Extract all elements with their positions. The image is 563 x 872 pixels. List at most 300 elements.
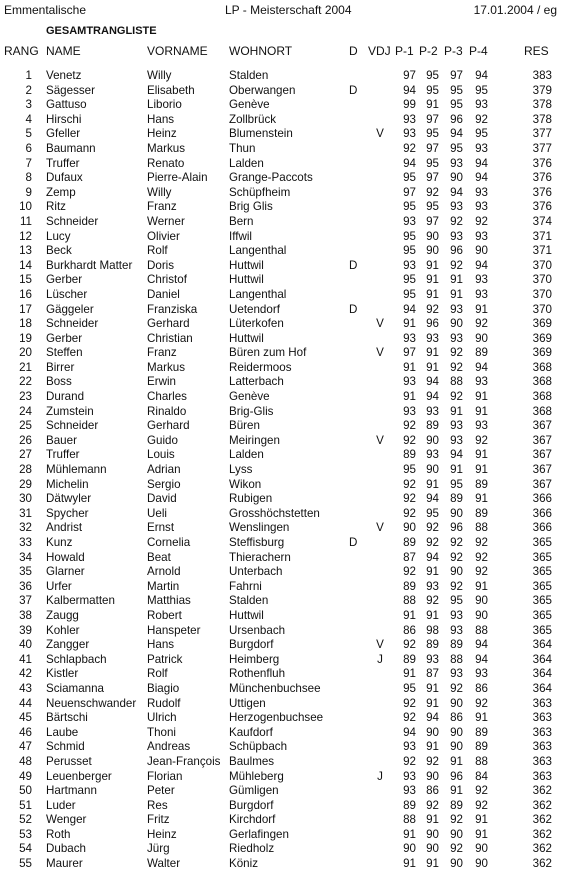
cell-p2: 95 xyxy=(426,506,439,520)
table-row xyxy=(0,375,563,390)
cell-p1: 93 xyxy=(403,375,416,389)
col-header-p1: P-1 xyxy=(395,44,414,58)
cell-p2: 96 xyxy=(426,317,439,331)
cell-rang: 52 xyxy=(19,813,32,827)
cell-p4: 93 xyxy=(475,287,488,301)
cell-p2: 91 xyxy=(426,258,439,272)
cell-rang: 4 xyxy=(25,112,32,126)
cell-p3: 93 xyxy=(450,667,463,681)
cell-rang: 1 xyxy=(25,69,32,82)
cell-p2: 98 xyxy=(426,623,439,637)
cell-name: Schmid xyxy=(46,740,85,754)
cell-d: D xyxy=(349,258,358,272)
cell-name: Zemp xyxy=(46,185,76,199)
cell-name: Kistler xyxy=(46,667,79,681)
table-row xyxy=(0,84,563,99)
cell-res: 371 xyxy=(532,244,552,258)
cell-p3: 92 xyxy=(450,550,463,564)
cell-name: Truffer xyxy=(46,156,80,170)
cell-rang: 31 xyxy=(19,506,32,520)
cell-rang: 26 xyxy=(19,433,32,447)
cell-rang: 44 xyxy=(19,696,32,710)
cell-wohnort: Reidermoos xyxy=(229,360,292,374)
cell-p1: 89 xyxy=(403,652,416,666)
cell-p4: 84 xyxy=(475,769,488,783)
cell-p3: 90 xyxy=(450,317,463,331)
cell-d: D xyxy=(349,302,358,316)
cell-p4: 94 xyxy=(475,360,488,374)
cell-wohnort: Gerlafingen xyxy=(229,827,289,841)
cell-p4: 90 xyxy=(475,594,488,608)
header-left-title: Emmentalische xyxy=(4,3,87,17)
cell-res: 365 xyxy=(532,565,552,579)
cell-p3: 94 xyxy=(450,127,463,141)
cell-p2: 91 xyxy=(426,565,439,579)
cell-rang: 30 xyxy=(19,492,32,506)
cell-rang: 27 xyxy=(19,448,32,462)
cell-vorname: Jean-François xyxy=(147,754,221,768)
cell-p2: 91 xyxy=(426,857,439,871)
cell-p1: 91 xyxy=(403,667,416,681)
cell-vorname: Willy xyxy=(147,69,172,82)
column-header-row xyxy=(0,44,563,60)
cell-p4: 92 xyxy=(475,696,488,710)
cell-res: 369 xyxy=(532,317,552,331)
table-row xyxy=(0,609,563,624)
cell-wohnort: Uetendorf xyxy=(229,302,280,316)
cell-p2: 90 xyxy=(426,433,439,447)
cell-p4: 95 xyxy=(475,83,488,97)
table-row xyxy=(0,259,563,274)
cell-p2: 90 xyxy=(426,244,439,258)
cell-name: Gerber xyxy=(46,331,83,345)
cell-res: 368 xyxy=(532,360,552,374)
cell-p2: 91 xyxy=(426,98,439,112)
table-row xyxy=(0,361,563,376)
cell-res: 378 xyxy=(532,98,552,112)
cell-rang: 2 xyxy=(25,83,32,97)
cell-rang: 46 xyxy=(19,725,32,739)
cell-vdj: V xyxy=(376,317,384,331)
table-row xyxy=(0,638,563,653)
cell-p3: 93 xyxy=(450,302,463,316)
cell-res: 362 xyxy=(532,857,552,871)
cell-p2: 97 xyxy=(426,112,439,126)
cell-p3: 90 xyxy=(450,506,463,520)
cell-name: Kohler xyxy=(46,623,80,637)
cell-rang: 40 xyxy=(19,638,32,652)
cell-vorname: Hans xyxy=(147,112,175,126)
cell-res: 367 xyxy=(532,433,552,447)
cell-p2: 90 xyxy=(426,229,439,243)
cell-p1: 95 xyxy=(403,229,416,243)
cell-vorname: Franz xyxy=(147,200,177,214)
cell-p3: 89 xyxy=(450,492,463,506)
cell-p2: 90 xyxy=(426,463,439,477)
cell-p3: 92 xyxy=(450,360,463,374)
cell-p3: 92 xyxy=(450,258,463,272)
cell-p2: 90 xyxy=(426,725,439,739)
cell-p4: 92 xyxy=(475,433,488,447)
cell-p1: 97 xyxy=(403,346,416,360)
cell-vorname: Liborio xyxy=(147,98,182,112)
cell-res: 362 xyxy=(532,784,552,798)
cell-vorname: Heinz xyxy=(147,827,177,841)
cell-p2: 86 xyxy=(426,784,439,798)
table-row xyxy=(0,419,563,434)
cell-name: Kunz xyxy=(46,536,73,549)
cell-p2: 91 xyxy=(426,696,439,710)
cell-name: Perusset xyxy=(46,754,92,768)
cell-res: 368 xyxy=(532,390,552,404)
cell-res: 366 xyxy=(532,521,552,535)
cell-vorname: Biagio xyxy=(147,681,180,695)
cell-p1: 91 xyxy=(403,360,416,374)
cell-res: 367 xyxy=(532,419,552,433)
cell-p2: 91 xyxy=(426,360,439,374)
cell-res: 366 xyxy=(532,492,552,506)
cell-wohnort: Burgdorf xyxy=(229,798,274,812)
cell-p4: 93 xyxy=(475,200,488,214)
table-row xyxy=(0,463,563,478)
cell-p1: 95 xyxy=(403,273,416,287)
cell-wohnort: Iffwil xyxy=(229,229,252,243)
cell-name: Bärtschi xyxy=(46,711,88,725)
cell-rang: 41 xyxy=(19,652,32,666)
cell-vdj: V xyxy=(376,638,384,652)
cell-p3: 95 xyxy=(450,477,463,491)
cell-p2: 92 xyxy=(426,798,439,812)
table-row xyxy=(0,682,563,697)
cell-p3: 88 xyxy=(450,652,463,666)
cell-p3: 88 xyxy=(450,375,463,389)
col-header-vdj: VDJ xyxy=(368,44,391,58)
cell-p3: 93 xyxy=(450,623,463,637)
cell-wohnort: Huttwil xyxy=(229,258,264,272)
cell-p3: 91 xyxy=(450,273,463,287)
cell-p4: 92 xyxy=(475,317,488,331)
cell-rang: 48 xyxy=(19,754,32,768)
cell-vorname: Jürg xyxy=(147,842,170,856)
cell-p3: 96 xyxy=(450,244,463,258)
cell-wohnort: Huttwil xyxy=(229,608,264,622)
cell-wohnort: Schüpfheim xyxy=(229,185,291,199)
cell-p4: 89 xyxy=(475,506,488,520)
cell-p1: 95 xyxy=(403,244,416,258)
table-row xyxy=(0,507,563,522)
cell-name: Hartmann xyxy=(46,784,97,798)
cell-rang: 28 xyxy=(19,463,32,477)
cell-p3: 95 xyxy=(450,98,463,112)
table-row xyxy=(0,390,563,405)
cell-p3: 92 xyxy=(450,813,463,827)
cell-p2: 91 xyxy=(426,813,439,827)
cell-res: 370 xyxy=(532,273,552,287)
cell-wohnort: Langenthal xyxy=(229,287,287,301)
cell-name: Neuenschwander xyxy=(46,696,137,710)
cell-p2: 91 xyxy=(426,477,439,491)
cell-p1: 93 xyxy=(403,769,416,783)
cell-p2: 89 xyxy=(426,638,439,652)
cell-p1: 89 xyxy=(403,579,416,593)
cell-name: Schneider xyxy=(46,317,99,331)
cell-p3: 93 xyxy=(450,419,463,433)
cell-res: 376 xyxy=(532,156,552,170)
cell-p2: 91 xyxy=(426,346,439,360)
col-header-rang: RANG xyxy=(4,44,39,58)
cell-p1: 88 xyxy=(403,594,416,608)
list-subtitle: GESAMTRANGLISTE xyxy=(46,25,157,37)
cell-p2: 97 xyxy=(426,214,439,228)
cell-rang: 34 xyxy=(19,550,32,564)
cell-name: Howald xyxy=(46,550,85,564)
cell-p2: 91 xyxy=(426,681,439,695)
cell-vorname: Gerhard xyxy=(147,317,190,331)
cell-wohnort: Thun xyxy=(229,141,256,155)
header-center-title: LP - Meisterschaft 2004 xyxy=(225,3,352,17)
cell-p2: 95 xyxy=(426,83,439,97)
cell-wohnort: Riedholz xyxy=(229,842,275,856)
cell-vorname: Franziska xyxy=(147,302,198,316)
col-header-p3: P-3 xyxy=(444,44,463,58)
cell-d: D xyxy=(349,83,358,97)
cell-p1: 92 xyxy=(403,711,416,725)
cell-vdj: V xyxy=(376,346,384,360)
cell-p2: 93 xyxy=(426,579,439,593)
cell-p1: 89 xyxy=(403,798,416,812)
cell-p4: 91 xyxy=(475,492,488,506)
cell-rang: 3 xyxy=(25,98,32,112)
cell-wohnort: Burgdorf xyxy=(229,638,274,652)
col-header-name: NAME xyxy=(46,44,81,58)
cell-rang: 55 xyxy=(19,857,32,871)
cell-rang: 47 xyxy=(19,740,32,754)
cell-p3: 93 xyxy=(450,608,463,622)
table-row xyxy=(0,98,563,113)
cell-p1: 95 xyxy=(403,681,416,695)
cell-p3: 93 xyxy=(450,156,463,170)
cell-p3: 92 xyxy=(450,842,463,856)
table-row xyxy=(0,448,563,463)
cell-vorname: Adrian xyxy=(147,463,181,477)
col-header-p4: P-4 xyxy=(469,44,488,58)
cell-rang: 36 xyxy=(19,579,32,593)
cell-vdj: J xyxy=(377,652,383,666)
cell-p3: 94 xyxy=(450,185,463,199)
cell-rang: 20 xyxy=(19,346,32,360)
cell-p2: 87 xyxy=(426,667,439,681)
cell-wohnort: Huttwil xyxy=(229,331,264,345)
cell-wohnort: Lalden xyxy=(229,156,264,170)
cell-res: 378 xyxy=(532,112,552,126)
cell-res: 365 xyxy=(532,550,552,564)
cell-p4: 91 xyxy=(475,463,488,477)
cell-p4: 90 xyxy=(475,842,488,856)
cell-rang: 9 xyxy=(25,185,32,199)
cell-res: 363 xyxy=(532,725,552,739)
cell-p2: 94 xyxy=(426,711,439,725)
cell-p2: 97 xyxy=(426,141,439,155)
cell-vdj: V xyxy=(376,127,384,141)
cell-res: 362 xyxy=(532,827,552,841)
cell-p1: 91 xyxy=(403,857,416,871)
cell-p4: 88 xyxy=(475,623,488,637)
cell-rang: 5 xyxy=(25,127,32,141)
cell-p4: 88 xyxy=(475,521,488,535)
cell-res: 365 xyxy=(532,594,552,608)
cell-rang: 35 xyxy=(19,565,32,579)
cell-rang: 33 xyxy=(19,536,32,549)
cell-res: 369 xyxy=(532,331,552,345)
cell-rang: 24 xyxy=(19,404,32,418)
cell-wohnort: Gümligen xyxy=(229,784,279,798)
cell-vorname: Fritz xyxy=(147,813,170,827)
cell-p2: 92 xyxy=(426,754,439,768)
cell-p4: 91 xyxy=(475,813,488,827)
table-row xyxy=(0,521,563,536)
cell-p1: 93 xyxy=(403,740,416,754)
cell-p1: 93 xyxy=(403,112,416,126)
cell-p1: 92 xyxy=(403,506,416,520)
cell-wohnort: Stalden xyxy=(229,594,269,608)
cell-rang: 45 xyxy=(19,711,32,725)
cell-vorname: Charles xyxy=(147,390,187,404)
cell-rang: 22 xyxy=(19,375,32,389)
cell-p4: 93 xyxy=(475,667,488,681)
cell-rang: 38 xyxy=(19,608,32,622)
cell-p4: 92 xyxy=(475,784,488,798)
cell-p1: 93 xyxy=(403,258,416,272)
cell-p1: 92 xyxy=(403,754,416,768)
cell-name: Truffer xyxy=(46,448,80,462)
cell-vorname: Pierre-Alain xyxy=(147,171,208,185)
cell-p2: 97 xyxy=(426,171,439,185)
cell-name: Mühlemann xyxy=(46,463,107,477)
cell-vorname: Daniel xyxy=(147,287,180,301)
cell-res: 370 xyxy=(532,302,552,316)
cell-p1: 90 xyxy=(403,842,416,856)
cell-res: 376 xyxy=(532,200,552,214)
cell-p4: 94 xyxy=(475,171,488,185)
cell-vorname: Patrick xyxy=(147,652,183,666)
cell-p3: 90 xyxy=(450,565,463,579)
cell-res: 364 xyxy=(532,638,552,652)
cell-p3: 90 xyxy=(450,725,463,739)
cell-res: 376 xyxy=(532,185,552,199)
cell-vorname: David xyxy=(147,492,177,506)
cell-p4: 93 xyxy=(475,375,488,389)
cell-p4: 90 xyxy=(475,331,488,345)
cell-p3: 92 xyxy=(450,536,463,549)
cell-res: 379 xyxy=(532,83,552,97)
cell-wohnort: Lüterkofen xyxy=(229,317,284,331)
table-row xyxy=(0,697,563,712)
cell-rang: 18 xyxy=(19,317,32,331)
cell-res: 367 xyxy=(532,477,552,491)
cell-p3: 95 xyxy=(450,141,463,155)
cell-p1: 92 xyxy=(403,419,416,433)
cell-wohnort: Köniz xyxy=(229,857,259,871)
cell-p2: 95 xyxy=(426,200,439,214)
cell-wohnort: Wenslingen xyxy=(229,521,290,535)
cell-p3: 92 xyxy=(450,346,463,360)
cell-wohnort: Brig Glis xyxy=(229,200,273,214)
cell-vorname: Heinz xyxy=(147,127,177,141)
cell-wohnort: Lalden xyxy=(229,448,264,462)
cell-rang: 15 xyxy=(19,273,32,287)
col-header-wohnort: WOHNORT xyxy=(229,44,293,58)
cell-p3: 90 xyxy=(450,827,463,841)
cell-wohnort: Genève xyxy=(229,390,270,404)
cell-name: Steffen xyxy=(46,346,83,360)
cell-name: Boss xyxy=(46,375,72,389)
cell-wohnort: Schüpbach xyxy=(229,740,288,754)
cell-rang: 14 xyxy=(19,258,32,272)
cell-p3: 95 xyxy=(450,594,463,608)
cell-wohnort: Büren xyxy=(229,419,260,433)
cell-name: Durand xyxy=(46,390,85,404)
cell-p1: 97 xyxy=(403,185,416,199)
table-row xyxy=(0,755,563,770)
cell-p1: 95 xyxy=(403,171,416,185)
cell-name: Birrer xyxy=(46,360,75,374)
cell-vorname: Markus xyxy=(147,141,186,155)
cell-rang: 6 xyxy=(25,141,32,155)
cell-p2: 90 xyxy=(426,769,439,783)
cell-rang: 49 xyxy=(19,769,32,783)
cell-res: 365 xyxy=(532,579,552,593)
table-row xyxy=(0,142,563,157)
cell-p1: 93 xyxy=(403,214,416,228)
cell-rang: 16 xyxy=(19,287,32,301)
cell-p3: 91 xyxy=(450,754,463,768)
cell-vorname: Markus xyxy=(147,360,186,374)
cell-p3: 96 xyxy=(450,769,463,783)
cell-name: Beck xyxy=(46,244,72,258)
cell-p1: 97 xyxy=(403,69,416,82)
cell-name: Gattuso xyxy=(46,98,87,112)
table-row xyxy=(0,157,563,172)
cell-wohnort: Grosshöchstetten xyxy=(229,506,320,520)
table-row xyxy=(0,580,563,595)
cell-p2: 94 xyxy=(426,550,439,564)
cell-p4: 89 xyxy=(475,725,488,739)
cell-p1: 91 xyxy=(403,827,416,841)
cell-p2: 93 xyxy=(426,331,439,345)
cell-rang: 19 xyxy=(19,331,32,345)
cell-p3: 90 xyxy=(450,696,463,710)
cell-wohnort: Langenthal xyxy=(229,244,287,258)
cell-name: Gfeller xyxy=(46,127,81,141)
table-row xyxy=(0,171,563,186)
cell-p1: 89 xyxy=(403,448,416,462)
cell-res: 363 xyxy=(532,740,552,754)
cell-vorname: Robert xyxy=(147,608,182,622)
cell-p3: 94 xyxy=(450,448,463,462)
cell-vorname: Florian xyxy=(147,769,183,783)
cell-p1: 86 xyxy=(403,623,416,637)
table-row xyxy=(0,332,563,347)
cell-rang: 54 xyxy=(19,842,32,856)
cell-vorname: Rolf xyxy=(147,667,168,681)
cell-res: 367 xyxy=(532,463,552,477)
cell-p1: 93 xyxy=(403,331,416,345)
cell-name: Andrist xyxy=(46,521,83,535)
cell-name: Laube xyxy=(46,725,79,739)
cell-rang: 32 xyxy=(19,521,32,535)
cell-rang: 37 xyxy=(19,594,32,608)
cell-p4: 94 xyxy=(475,69,488,82)
